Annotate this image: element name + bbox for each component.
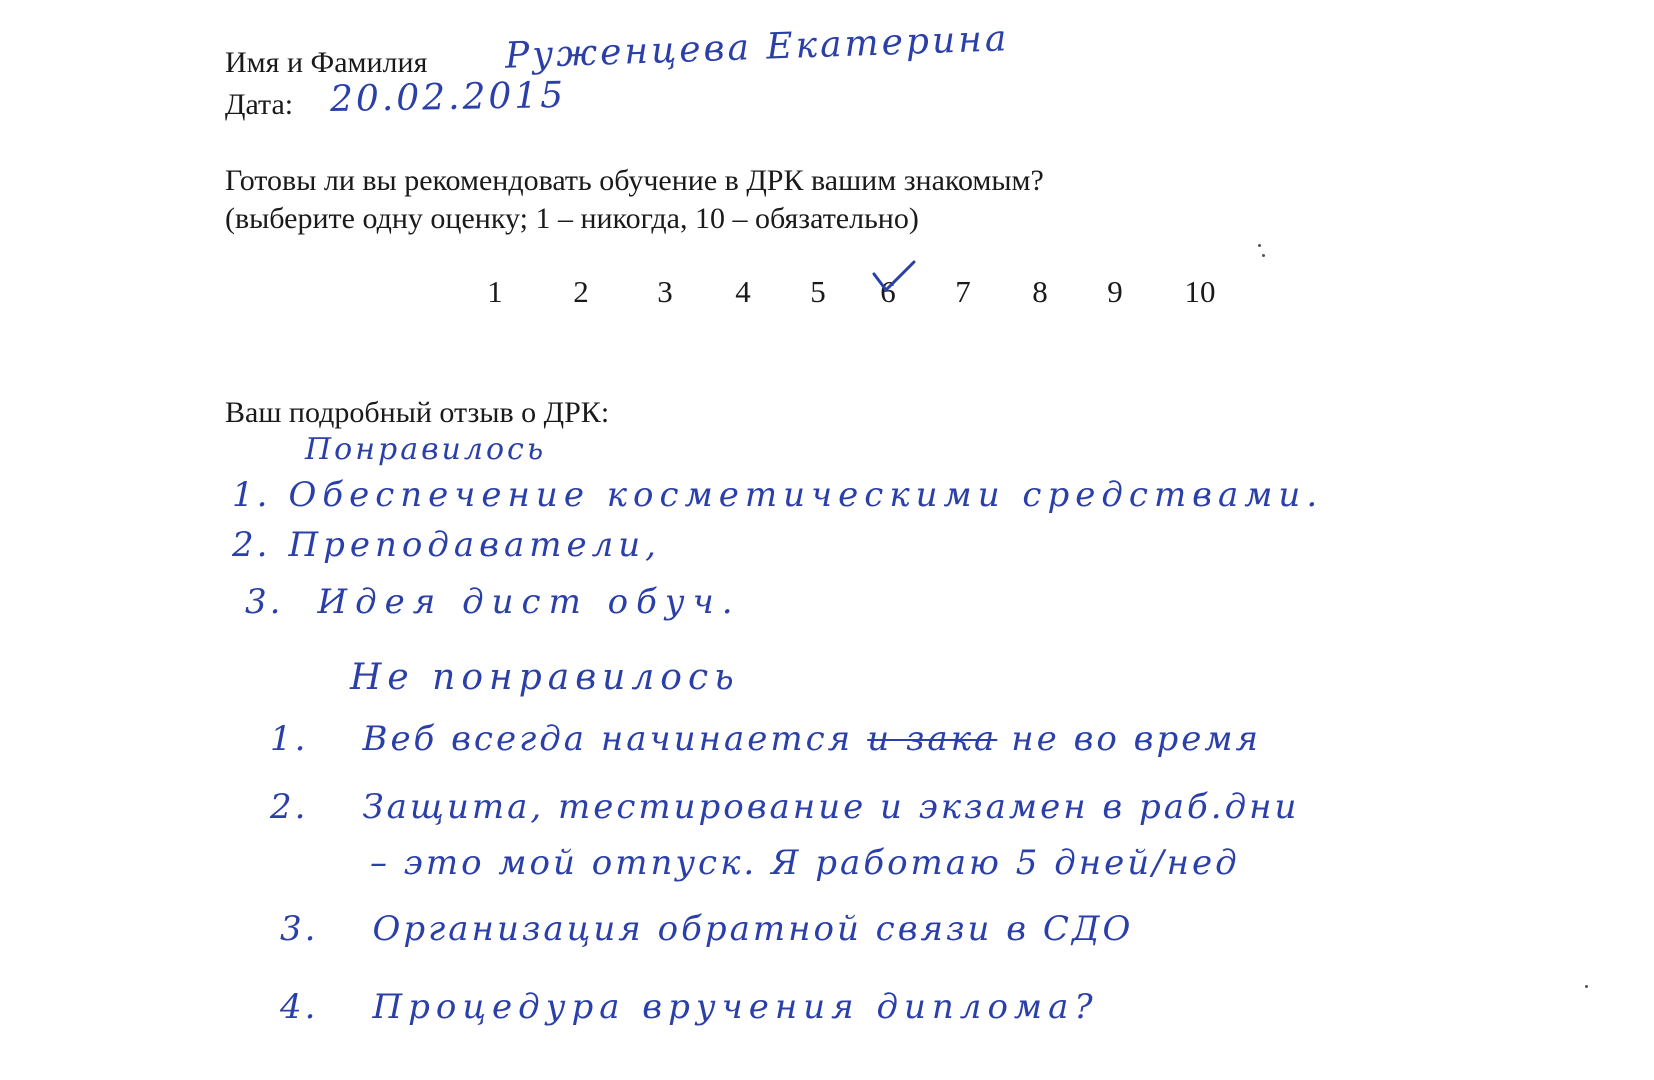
- date-value: 20.02.2015: [329, 74, 567, 121]
- liked-item-number: 2.: [232, 525, 271, 565]
- rating-scale: [0, 276, 1654, 316]
- disliked-item-text: Защита, тестирование и экзамен в раб.дни: [362, 787, 1300, 827]
- speck: [1262, 254, 1265, 257]
- question-line-2: (выберите одну оценку; 1 – никогда, 10 – обязательно): [225, 202, 919, 235]
- date-label: Дата:: [225, 88, 294, 121]
- scale-number[interactable]: 8: [1032, 274, 1048, 309]
- scale-number[interactable]: 3: [657, 274, 673, 309]
- scale-number[interactable]: 7: [955, 274, 971, 309]
- disliked-item-number: 2.: [270, 787, 309, 827]
- disliked-item: [280, 987, 1099, 1027]
- disliked-item-number: 3.: [280, 909, 319, 949]
- liked-item: [232, 525, 661, 565]
- disliked-item-number: 1.: [270, 719, 309, 759]
- disliked-item-text: Веб всегда начинается: [362, 719, 854, 759]
- checkmark-icon: [870, 256, 920, 309]
- disliked-item-text: не во время: [1011, 719, 1262, 759]
- liked-item-number: 1.: [232, 475, 271, 515]
- scale-number[interactable]: 10: [1184, 274, 1216, 309]
- scale-number[interactable]: 1: [487, 274, 503, 309]
- disliked-item-text: – это мой отпуск. Я работаю 5 дней/нед: [370, 843, 1240, 883]
- name-value: Руженцева Екатерина: [504, 18, 1010, 77]
- liked-item-text: Преподаватели,: [288, 525, 661, 565]
- liked-item: [232, 475, 1324, 515]
- disliked-item: [270, 719, 1262, 759]
- speck: [1258, 244, 1261, 247]
- scale-number[interactable]: 9: [1107, 274, 1123, 309]
- scale-number[interactable]: 5: [810, 274, 826, 309]
- disliked-item-continuation: [370, 843, 1240, 883]
- name-label: Имя и Фамилия: [225, 46, 428, 79]
- liked-item: [245, 582, 741, 622]
- feedback-label: Ваш подробный отзыв о ДРК:: [225, 396, 610, 429]
- disliked-item-number: 4.: [280, 987, 319, 1027]
- disliked-item-text: Процедура вручения диплома?: [372, 987, 1099, 1027]
- struck-text: и зака: [867, 719, 998, 759]
- disliked-item-text: Организация обратной связи в СДО: [372, 909, 1134, 949]
- liked-item-text: Обеспечение косметическими средствами.: [288, 475, 1324, 515]
- speck: [1585, 985, 1588, 988]
- scale-number[interactable]: 2: [573, 274, 589, 309]
- scale-number[interactable]: 4: [735, 274, 751, 309]
- question-line-1: Готовы ли вы рекомендовать обучение в ДРК вашим знакомым?: [225, 164, 1044, 197]
- liked-item-number: 3.: [245, 582, 284, 622]
- disliked-heading: Не понравилось: [350, 657, 740, 698]
- disliked-item: [280, 909, 1134, 949]
- liked-item-text: Идея дист обуч.: [317, 582, 741, 622]
- liked-heading: Понравилось: [305, 432, 547, 467]
- scale-number-selected[interactable]: 6: [880, 274, 896, 309]
- disliked-item: [270, 787, 1300, 827]
